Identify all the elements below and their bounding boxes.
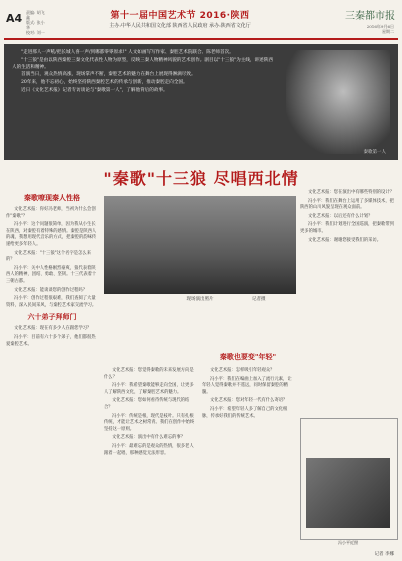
column-3 bbox=[202, 368, 294, 422]
layout-line: 版式: 张小华 bbox=[26, 20, 45, 30]
main-headline: "秦歌"十三狼 尽唱西北情 bbox=[103, 169, 299, 188]
column-1 bbox=[6, 190, 98, 350]
page-info bbox=[26, 10, 48, 35]
column-paragraph: 文化艺术报：您觉得秦歌的未来发展方向是什么？ bbox=[104, 368, 194, 380]
intro-paragraph: 首演当日，观众热情高涨，现场掌声不断，秦腔艺术的魅力在舞台上展现得淋漓尽致。 bbox=[21, 72, 196, 78]
column-paragraph: 冯小平：这个问题很简单，因为我从小生长在陕西，对秦腔有着特殊的感情。秦腔是陕西人的魂，我想用现代音乐的方式，把秦腔的韵味传递给更多年轻人。 bbox=[6, 222, 97, 247]
edition-info bbox=[344, 24, 394, 34]
portrait-caption: 秦歌第一人 bbox=[363, 150, 386, 155]
column-4 bbox=[300, 190, 396, 246]
column-subhead: 秦歌嘹现秦人性格 bbox=[24, 194, 80, 202]
column-paragraph: 文化艺术报：以后还有什么计划？ bbox=[308, 213, 373, 219]
column-paragraph: 文化艺术报：演出中有什么难忘的事？ bbox=[112, 435, 186, 441]
page-header bbox=[0, 0, 402, 40]
performance-photo bbox=[104, 196, 296, 294]
column-paragraph: 冯小平：我们在编曲上加入了流行元素，让年轻人觉得秦歌并不遥远，同时保留秦腔的精髓。 bbox=[202, 376, 292, 395]
header-rule bbox=[4, 38, 398, 40]
newspaper-logo bbox=[344, 4, 396, 26]
column-paragraph: 冯小平：最难忘的是观众的热情，很多老人跟着一起唱，那种感觉无法形容。 bbox=[104, 443, 194, 456]
column-paragraph: 文化艺术报："十三狼"这个名字是怎么来的？ bbox=[6, 250, 91, 263]
proofread-line: 校对: 刘一 bbox=[26, 30, 45, 35]
column-paragraph: 冯小平：目前有六十多个弟子，他们都很热爱秦腔艺术。 bbox=[6, 334, 96, 347]
column-paragraph: 文化艺术报：你好冯老师，当初为什么会创作"秦歌"？ bbox=[6, 207, 96, 219]
column-paragraph: 文化艺术报：现在有多少人在跟您学习？ bbox=[14, 326, 92, 332]
column-paragraph: 文化艺术报：谢谢您接受我们的采访。 bbox=[308, 237, 382, 243]
sidebar-caption: 冯小平近照 bbox=[338, 540, 358, 545]
intro-text bbox=[12, 50, 277, 96]
column-subhead: 秦歌也要变"年轻" bbox=[219, 353, 277, 361]
column-paragraph: 冯小平：创作过程很艰难，我们查阅了大量资料，深入民间采风，与秦腔艺术家交流学习。 bbox=[6, 296, 97, 308]
column-paragraph: 文化艺术报：您如何看待传统与现代的结合？ bbox=[104, 398, 190, 410]
intro-paragraph: 近日《文化艺术报》记者专访谈论与"秦歌第一人"，了解他背后的故事。 bbox=[21, 87, 168, 93]
edition-date: 2016年9月6日 bbox=[366, 24, 394, 29]
editor-line: 责编: 胡飞鑫 bbox=[26, 10, 45, 20]
masthead-title: 第十一届中国艺术节 2016·陕西 bbox=[110, 11, 250, 21]
column-subhead: 六十弟子拜师门 bbox=[27, 313, 77, 322]
column-paragraph: 冯小平：希望年轻人多了解自己的文化根脉，传承好我们的传统艺术。 bbox=[202, 406, 288, 419]
page-number: A4 bbox=[6, 12, 23, 25]
column-paragraph: 文化艺术报：能谈谈您的创作过程吗？ bbox=[14, 287, 88, 293]
author-byline: 记者 李娜 bbox=[374, 552, 394, 557]
column-paragraph: 冯小平：传统是根，现代是枝叶。只有扎根传统，才能让艺术之树常青。我们在创作中始终坚持这一原则。 bbox=[104, 413, 195, 432]
intro-paragraph: "十三狼"是由以陕西秦腔三秦文化代表性人物为原型，反映三秦人物精神风貌的艺术创作。剧目以"十三狼"为主线，讲述陕西人的生活和精神。 bbox=[12, 57, 273, 70]
intro-panel bbox=[4, 44, 398, 160]
column-paragraph: 冯小平：我希望秦歌能够走向全国，让更多人了解陕西文化，了解秦腔艺术的魅力。 bbox=[104, 383, 194, 395]
svg-text:三秦都市报: 三秦都市报 bbox=[345, 11, 395, 22]
column-paragraph: 文化艺术报：您在演出中有哪些特别的设计？ bbox=[308, 190, 394, 195]
masthead-subtitle: 主办:中华人民共和国文化部 陕西省人民政府 承办:陕西省文化厅 bbox=[109, 23, 251, 29]
column-paragraph: 冯小平：我们计划进行全国巡演，把秦歌带到更多的城市。 bbox=[300, 222, 394, 234]
edition-weekday: 星期二 bbox=[382, 29, 394, 34]
photo-credit: 记者摄 bbox=[252, 297, 266, 302]
sidebar-photo bbox=[306, 458, 390, 528]
column-paragraph: 文化艺术报：您对年轻一代有什么寄语？ bbox=[210, 398, 288, 404]
column-paragraph: 冯小平：我们在舞台上运用了多媒体技术，把陕西的山川风貌呈现在观众面前。 bbox=[300, 198, 394, 211]
column-paragraph: 文化艺术报：怎样吸引年轻观众？ bbox=[210, 368, 275, 373]
column-paragraph: 冯小平：关中人性格刚烈豪爽，狼代表着陕西人的精神，团结、勇敢、坚韧。十三代表着十三朝古都。 bbox=[6, 265, 97, 284]
portrait-photo bbox=[286, 50, 390, 154]
photo-caption: 现场演出照片 bbox=[186, 297, 214, 302]
column-2 bbox=[104, 368, 196, 459]
intro-paragraph: "走进那人一声吼/把长城人喜一声/到哪都零零原求!" 人文如画写写作家、秦腔艺术院联合、陈老师首次。 bbox=[21, 50, 234, 55]
intro-paragraph: 20年来，他不忘初心，始终坚持陕西秦腔艺术的传承与创新，推动秦腔走向全国。 bbox=[21, 80, 188, 86]
